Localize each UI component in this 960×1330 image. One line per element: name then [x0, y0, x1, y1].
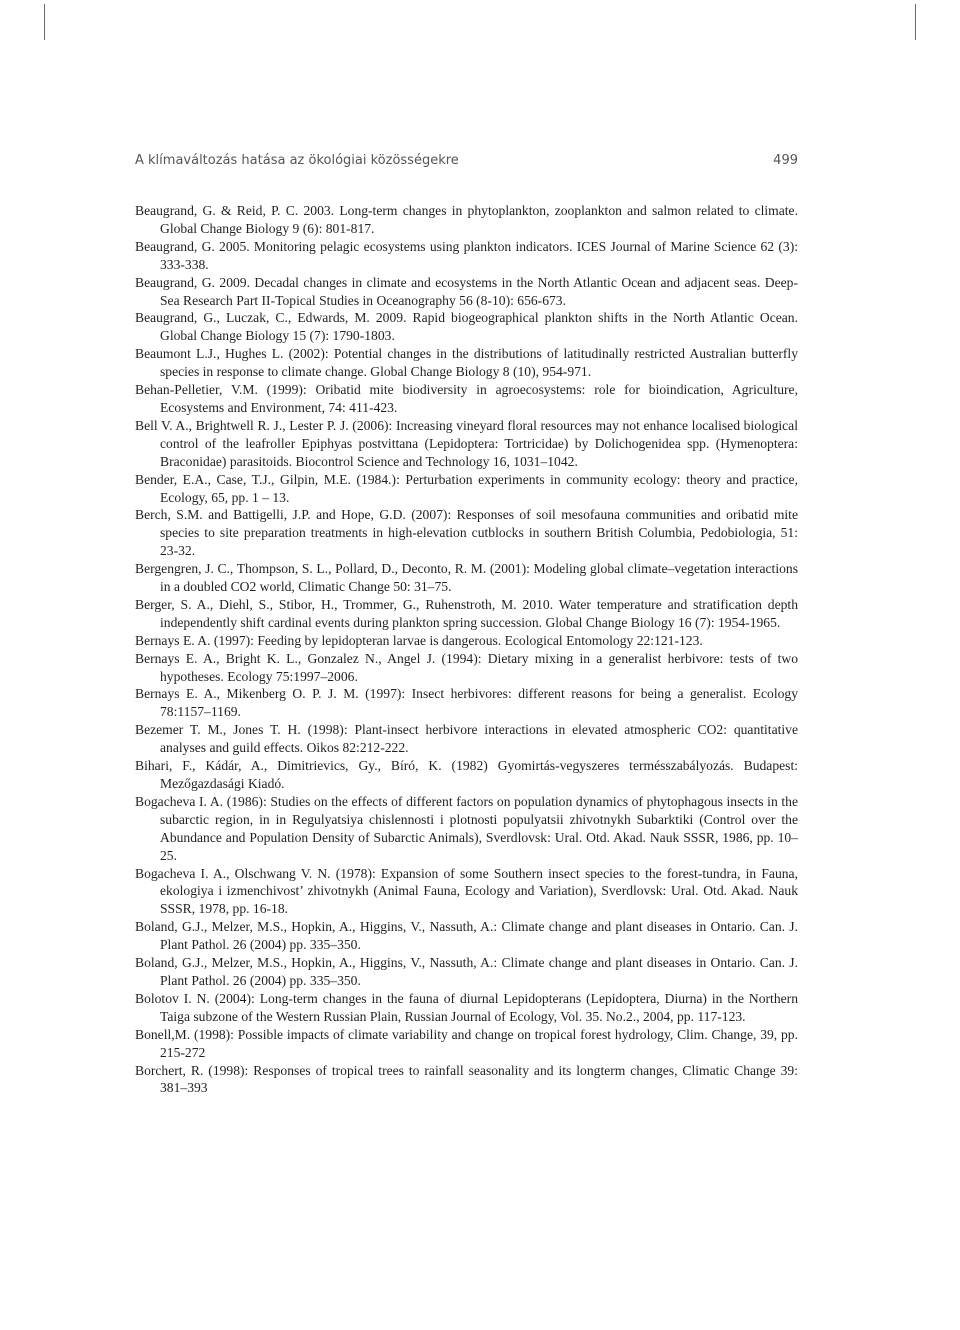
running-title: A klímaváltozás hatása az ökológiai közösségekre — [135, 153, 459, 168]
reference-entry: Beaugrand, G., Luczak, C., Edwards, M. 2009. Rapid biogeographical plankton shifts in the North Atlantic Ocean. Global Change Biology 15 (7): 1790-1803. — [135, 310, 798, 344]
reference-entry: Beaugrand, G. 2009. Decadal changes in climate and ecosystems in the North Atlantic Ocean and adjacent seas. Deep-Sea Research Part II-Topical Studies in Oceanography 56 (8-10): 656-673. — [135, 274, 798, 308]
reference-entry: Beaumont L.J., Hughes L. (2002): Potential changes in the distributions of latitudinally restricted Australian butterfly species in response to climate change. Global Change Biology 8 (10), 954-971. — [135, 346, 798, 380]
reference-entry: Berger, S. A., Diehl, S., Stibor, H., Trommer, G., Ruhenstroth, M. 2010. Water temperature and stratification depth independently shift cardinal events during plankton spring succession. Global Change Biology 16 (7): 1954-1965. — [135, 596, 798, 630]
reference-entry: Boland, G.J., Melzer, M.S., Hopkin, A., Higgins, V., Nassuth, A.: Climate change and plant diseases in Ontario. Can. J. Plant Pathol. 26 (2004) pp. 335–350. — [135, 919, 798, 953]
reference-entry: Bernays E. A., Mikenberg O. P. J. M. (1997): Insect herbivores: different reasons for being a generalist. Ecology 78:1157–1169. — [135, 686, 798, 720]
crop-mark-left — [44, 4, 45, 40]
reference-entry: Berch, S.M. and Battigelli, J.P. and Hope, G.D. (2007): Responses of soil mesofauna communities and oribatid mite species to site preparation treatments in high-elevation cutblocks in southern British Columbia, Pedobiologia, 51: 23-32. — [135, 507, 798, 559]
reference-entry: Behan-Pelletier, V.M. (1999): Oribatid mite biodiversity in agroecosystems: role for bioindication, Agriculture, Ecosystems and Environment, 74: 411-423. — [135, 382, 798, 415]
reference-entry: Bihari, F., Kádár, A., Dimitrievics, Gy., Bíró, K. (1982) Gyomirtás-vegyszeres termésszabályozás. Budapest: Mezőgazdasági Kiadó. — [135, 758, 798, 791]
reference-entry: Beaugrand, G. & Reid, P. C. 2003. Long-term changes in phytoplankton, zooplankton and salmon related to climate. Global Change Biology 9 (6): 801-817. — [135, 203, 798, 236]
reference-entry: Bolotov I. N. (2004): Long-term changes in the fauna of diurnal Lepidopterans (Lepidoptera, Diurna) in the Northern Taiga subzone of the Western Russian Plain, Russian Journal of Ecology, Vol. 35. No.2., 2004, pp. 117-123. — [135, 990, 798, 1024]
reference-entry: Bonell,M. (1998): Possible impacts of climate variability and change on tropical forest hydrology, Clim. Change, 39, pp. 215-272 — [135, 1026, 798, 1060]
reference-entry: Borchert, R. (1998): Responses of tropical trees to rainfall seasonality and its longterm changes, Climatic Change 39: 381–393 — [135, 1062, 798, 1096]
reference-entry: Beaugrand, G. 2005. Monitoring pelagic ecosystems using plankton indicators. ICES Journal of Marine Science 62 (3): 333-338. — [135, 238, 798, 272]
crop-mark-right — [915, 4, 916, 40]
reference-entry: Bogacheva I. A. (1986): Studies on the effects of different factors on population dynamics of phytophagous insects in the subarctic region, in in Regulyatsiya chislennosti i plotnosti populyatsii zhivotnykh Subarktiki (Control over the Abundance and Population Density of Subarctic Animals), Sverdlovsk: Ural. Otd. Akad. Nauk SSSR, 1986, pp. 10–25. — [135, 793, 798, 863]
running-header — [135, 153, 798, 173]
reference-entry: Bernays E. A., Bright K. L., Gonzalez N., Angel J. (1994): Dietary mixing in a generalist herbivore: tests of two hypotheses. Ecology 75:1997–2006. — [135, 650, 798, 684]
page-number: 499 — [773, 153, 798, 168]
reference-entry: Bezemer T. M., Jones T. H. (1998): Plant-insect herbivore interactions in elevated atmospheric CO2: quantitative analyses and guild effects. Oikos 82:212-222. — [135, 722, 798, 756]
reference-entry: Bender, E.A., Case, T.J., Gilpin, M.E. (1984.): Perturbation experiments in community ecology: theory and practice, Ecology, 65, pp. 1 – 13. — [135, 471, 798, 505]
reference-list — [135, 202, 798, 1097]
reference-entry: Bell V. A., Brightwell R. J., Lester P. J. (2006): Increasing vineyard floral resources may not enhance localised biological control of the leafroller Epiphyas postvittana (Lepidoptera: Tortricidae) by Dolichogenidea spp. (Hymenoptera: Braconidae) parasitoids. Biocontrol Science and Technology 16, 1031–1042. — [135, 417, 798, 469]
reference-entry: Bogacheva I. A., Olschwang V. N. (1978): Expansion of some Southern insect species to the forest-tundra, in Fauna, ekologiya i izmenchivost’ zhivotnykh (Animal Fauna, Ecology and Variation), Sverdlovsk: Ural. Otd. Akad. Nauk SSSR, 1978, pp. 16-18. — [135, 865, 798, 917]
reference-entry: Bernays E. A. (1997): Feeding by lepidopteran larvae is dangerous. Ecological Entomology 22:121-123. — [135, 632, 703, 648]
reference-entry: Boland, G.J., Melzer, M.S., Hopkin, A., Higgins, V., Nassuth, A.: Climate change and plant diseases in Ontario. Can. J. Plant Pathol. 26 (2004) pp. 335–350. — [135, 955, 798, 988]
reference-entry: Bergengren, J. C., Thompson, S. L., Pollard, D., Deconto, R. M. (2001): Modeling global climate–vegetation interactions in a doubled CO2 world, Climatic Change 50: 31–75. — [135, 561, 798, 595]
